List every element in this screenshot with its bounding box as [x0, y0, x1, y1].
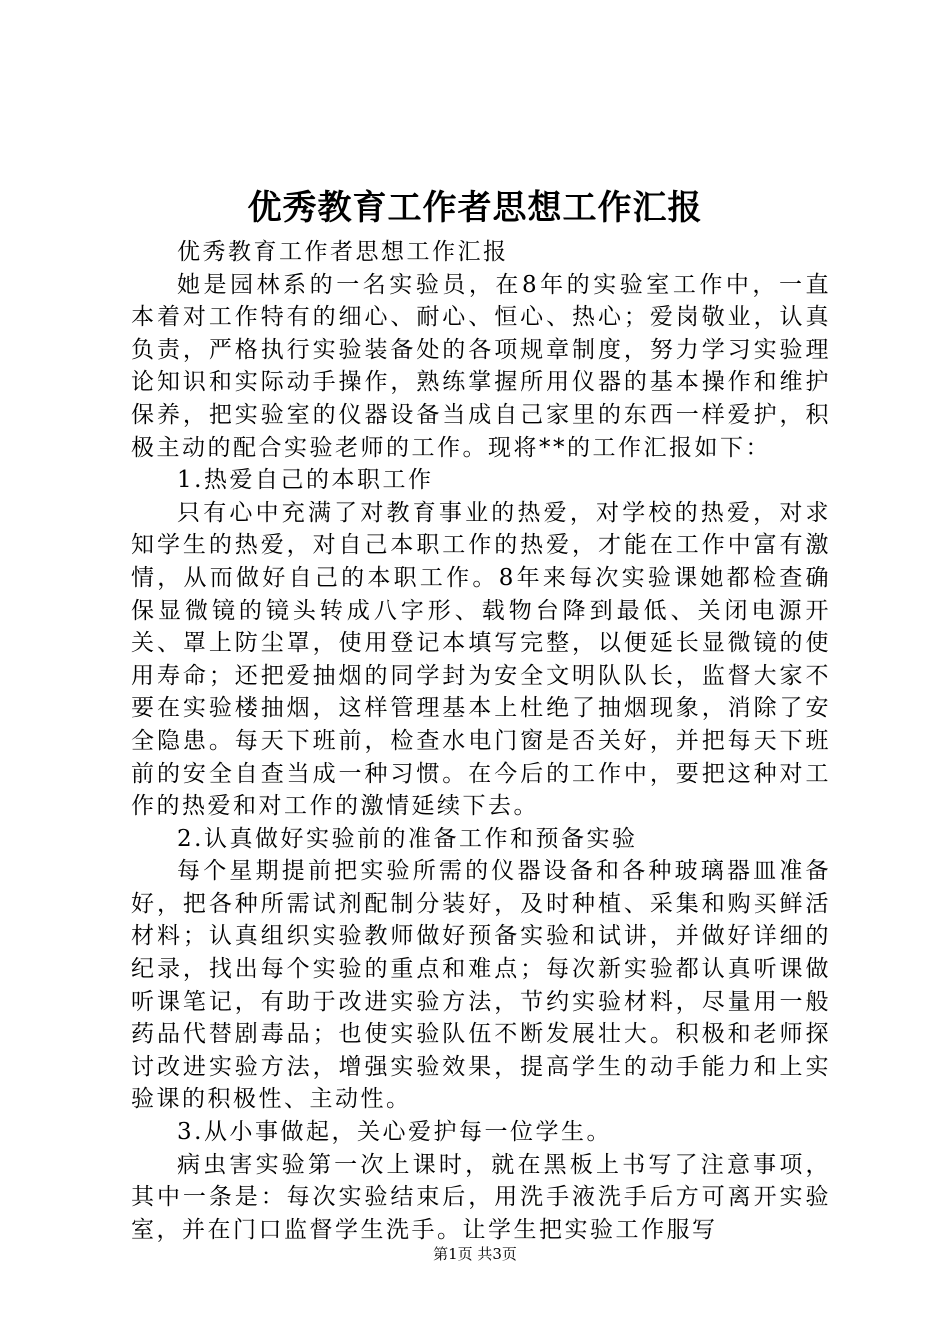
page-footer: 第1页 共3页 — [433, 1245, 517, 1263]
section-heading-1: 1.热爱自己的本职工作 — [177, 467, 434, 494]
section-heading-3: 3.从小事做起，关心爱护每一位学生。 — [177, 1119, 612, 1146]
paragraph-intro: 她是园林系的一名实验员，在8年的实验室工作中，一直本着对工作特有的细心、耐心、恒心、热心；爱岗敬业，认真负责，严格执行实验装备处的各项规章制度，努力学习实验理论知识和实际动手操作，熟练掌握所用仪器的基本操作和维护保养，把实验室的仪器设备当成自己家里的东西一样爱护，积极主动的配合实验老师的工作。现将**的工作汇报如下： — [131, 271, 831, 461]
paragraph-section-1: 只有心中充满了对教育事业的热爱，对学校的热爱，对求知学生的热爱，对自己本职工作的热爱，才能在工作中富有激情，从而做好自己的本职工作。8年来每次实验课她都检查确保显微镜的镜头转成八字形、载物台降到最低、关闭电源开关、罩上防尘罩，使用登记本填写完整，以便延长显微镜的使用寿命；还把爱抽烟的同学封为安全文明队队长，监督大家不要在实验楼抽烟，这样管理基本上杜绝了抽烟现象，消除了安全隐患。每天下班前，检查水电门窗是否关好，并把每天下班前的安全自查当成一种习惯。在今后的工作中，要把这种对工作的热爱和对工作的激情延续下去。 — [131, 499, 831, 820]
paragraph-section-3: 病虫害实验第一次上课时，就在黑板上书写了注意事项，其中一条是：每次实验结束后，用洗手液洗手后方可离开实验室，并在门口监督学生洗手。让学生把实验工作服写 — [131, 1151, 831, 1243]
document-title: 优秀教育工作者思想工作汇报 — [247, 188, 703, 228]
document-body — [131, 236, 831, 1246]
paragraph-section-2: 每个星期提前把实验所需的仪器设备和各种玻璃器皿准备好，把各种所需试剂配制分装好，及时种植、采集和购买鲜活材料；认真组织实验教师做好预备实验和试讲，并做好详细的纪录，找出每个实验的重点和难点；每次新实验都认真听课做听课笔记，有助于改进实验方法，节约实验材料，尽量用一般药品代替剧毒品；也使实验队伍不断发展壮大。积极和老师探讨改进实验方法，增强实验效果，提高学生的动手能力和上实验课的积极性、主动性。 — [131, 858, 831, 1113]
section-heading-2: 2.认真做好实验前的准备工作和预备实验 — [177, 825, 638, 852]
paragraph-subtitle: 优秀教育工作者思想工作汇报 — [177, 239, 509, 265]
